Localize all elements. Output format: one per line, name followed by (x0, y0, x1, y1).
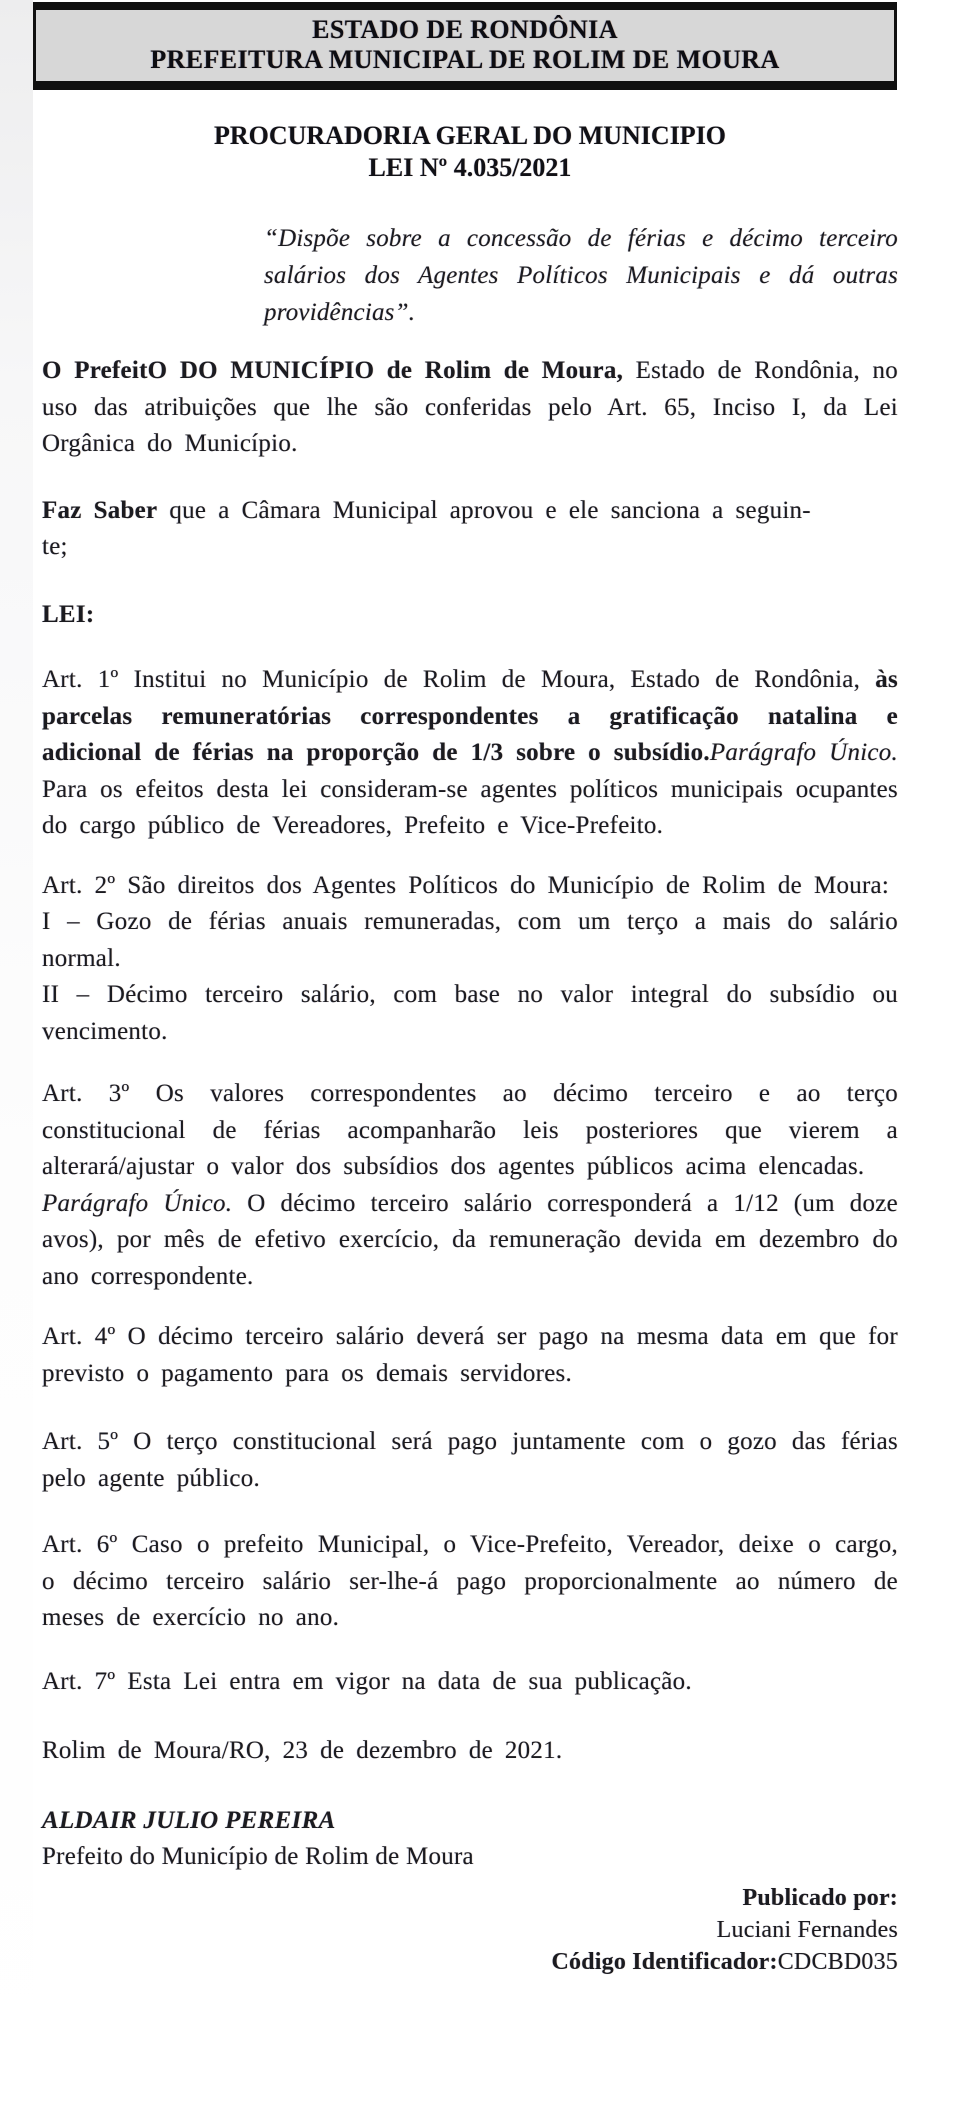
header-banner (33, 2, 897, 90)
published-by-label: Publicado por: (742, 1884, 898, 1911)
department-title: PROCURADORIA GERAL DO MUNICIPIO (213, 121, 727, 150)
document-title-block (42, 120, 898, 184)
signature-role: Prefeito do Município de Rolim de Moura (42, 1843, 474, 1870)
law-number: LEI Nº 4.035/2021 (368, 153, 572, 182)
article-2-item-1: I – Gozo de férias anuais remuneradas, com um terço a mais do salário normal. (42, 908, 898, 972)
epigraph-quote: “Dispõe sobre a concessão de férias e décimo terceiro salários dos Agentes Políticos Municipais e dá outras providências”. (264, 225, 898, 326)
publication-block (42, 1882, 898, 1978)
publisher-name: Luciani Fernandes (716, 1916, 898, 1943)
article-2-caput: Art. 2º São direitos dos Agentes Políticos do Município de Rolim de Moura: (42, 871, 890, 899)
lei-heading: LEI: (42, 600, 95, 628)
article-7: Art. 7º Esta Lei entra em vigor na data de sua publicação. (42, 1667, 692, 1695)
date-place-line: Rolim de Moura/RO, 23 de dezembro de 2021. (42, 1737, 563, 1764)
faz-saber-paragraph (42, 493, 898, 566)
article-1-normal-run: Art. 1º Institui no Município de Rolim de Moura, Estado de Rondônia, (42, 666, 876, 693)
faz-saber-bold-run: Faz Saber (42, 496, 158, 524)
article-4: Art. 4º O décimo terceiro salário deverá ser pago na mesma data em que for previsto o pagamento para os demais servidores. (42, 1323, 898, 1387)
banner-state-name: ESTADO DE RONDÔNIA (312, 15, 618, 44)
article-5: Art. 5º O terço constitucional será pago juntamente com o gozo das férias pelo agente público. (42, 1428, 898, 1492)
article-1 (42, 662, 898, 845)
identifier-label: Código Identificador: (551, 1948, 778, 1975)
identifier-line (42, 1946, 898, 1978)
article-1-sole-paragraph-label: Parágrafo Único. (709, 739, 898, 766)
faz-saber-line2: te; (42, 533, 68, 560)
identifier-value: CDCBD035 (777, 1948, 898, 1975)
document-body (0, 120, 960, 1978)
article-6: Art. 6º Caso o prefeito Municipal, o Vice-Prefeito, Vereador, deixe o cargo, o décimo terceiro salário ser-lhe-á pago proporcionalmente ao número de meses de exercício no ano. (42, 1531, 898, 1631)
article-1-sole-paragraph-text: Para os efeitos desta lei consideram-se agentes políticos municipais ocupantes do cargo público de Vereadores, Prefeito e Vice-Prefeito. (42, 775, 898, 839)
article-3-caput: Art. 3º Os valores correspondentes ao décimo terceiro e ao terço constitucional de férias acompanharão leis posteriores que vierem a alterará/ajustar o valor dos subsídios dos agentes públicos acima elencadas. (42, 1080, 898, 1180)
article-2 (42, 868, 898, 1051)
article-3-sole-paragraph-label: Parágrafo Único. (42, 1189, 233, 1217)
article-2-item-2: II – Décimo terceiro salário, com base no valor integral do subsídio ou vencimento. (42, 981, 898, 1045)
article-3-sole-paragraph-text: O décimo terceiro salário corresponderá a 1/12 (um doze avos), por mês de efetivo exercício, da remuneração devida em dezembro do ano correspondente. (42, 1189, 898, 1290)
banner-municipality-name: PREFEITURA MUNICIPAL DE ROLIM DE MOURA (150, 45, 780, 74)
signature-block (42, 1803, 898, 1876)
faz-saber-line1 (42, 493, 898, 530)
article-3 (42, 1076, 898, 1295)
preamble-normal-run: Estado de Rondônia, no uso das atribuições que lhe são conferidas pelo Art. 65, Inciso I, da Lei Orgânica do Município. (42, 357, 898, 457)
signature-name: ALDAIR JULIO PEREIRA (42, 1806, 336, 1834)
article-1-bold-run: às parcelas remuneratórias correspondentes a gratificação natalina e adicional de férias na proporção de 1/3 sobre o subsídio. (42, 666, 898, 766)
article-3-sole-paragraph (42, 1186, 898, 1296)
preamble-bold-run: O PrefeitO DO MUNICÍPIO de Rolim de Moura, (42, 357, 624, 384)
preamble-paragraph (42, 353, 898, 463)
faz-saber-normal-run: que a Câmara Municipal aprovou e ele sanciona a seguin- (157, 496, 811, 524)
